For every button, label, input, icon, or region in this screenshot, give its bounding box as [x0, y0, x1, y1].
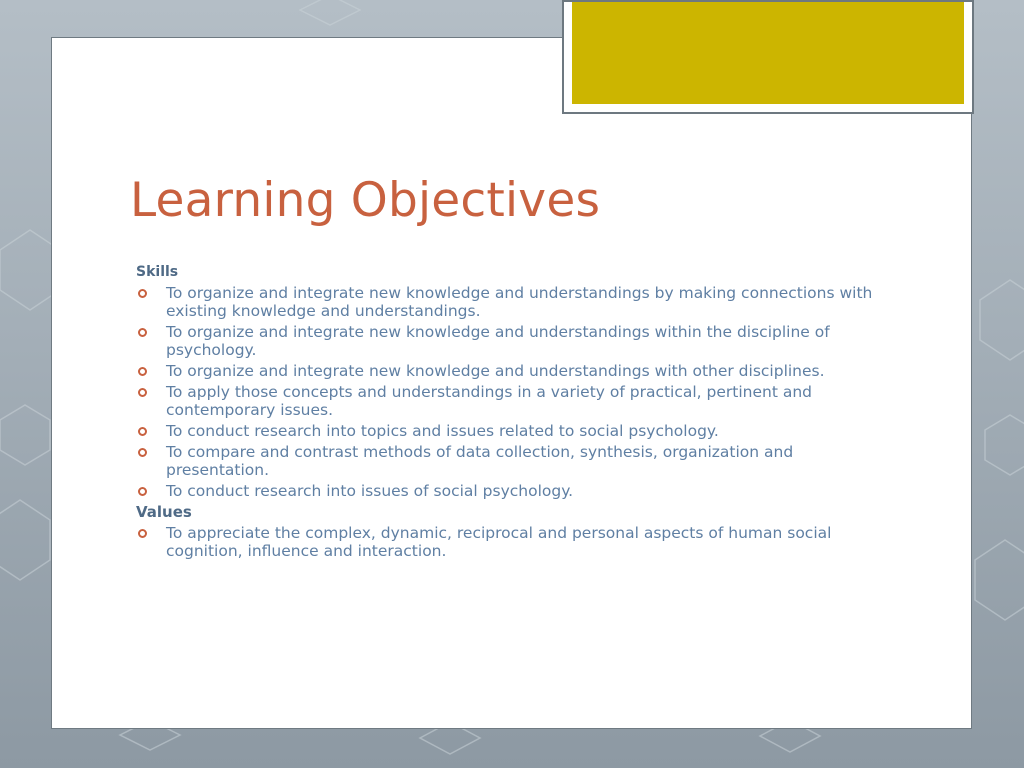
hollow-circle-bullet-icon — [138, 427, 147, 436]
slide-body — [136, 263, 876, 563]
hollow-circle-bullet-icon — [138, 289, 147, 298]
list-item-text: To organize and integrate new knowledge and understandings with other disciplines. — [166, 362, 825, 380]
list-item — [136, 422, 876, 440]
hollow-circle-bullet-icon — [138, 328, 147, 337]
list-item-text: To appreciate the complex, dynamic, reciprocal and personal aspects of human social cognition, influence and interaction. — [166, 524, 832, 560]
list-item — [136, 362, 876, 380]
list-item — [136, 482, 876, 500]
skills-heading: Skills — [136, 264, 179, 280]
list-item-text: To organize and integrate new knowledge and understandings by making connections with existing knowledge and understandings. — [166, 284, 873, 320]
list-item — [136, 383, 876, 419]
list-item-text: To compare and contrast methods of data collection, synthesis, organization and presentation. — [166, 443, 794, 479]
hollow-circle-bullet-icon — [138, 448, 147, 457]
accent-color-block — [572, 2, 964, 104]
list-item — [136, 524, 876, 560]
list-item — [136, 323, 876, 359]
hollow-circle-bullet-icon — [138, 388, 147, 397]
hollow-circle-bullet-icon — [138, 367, 147, 376]
list-item — [136, 443, 876, 479]
list-item — [136, 284, 876, 320]
hollow-circle-bullet-icon — [138, 487, 147, 496]
values-list — [136, 524, 876, 560]
list-item-text: To apply those concepts and understandings in a variety of practical, pertinent and contemporary issues. — [166, 383, 813, 419]
slide-title: Learning Objectives — [130, 173, 601, 228]
slide-canvas — [51, 37, 972, 729]
list-item-text: To conduct research into topics and issues related to social psychology. — [166, 422, 719, 440]
values-heading: Values — [136, 503, 192, 521]
accent-header-frame — [562, 0, 974, 114]
list-item-text: To conduct research into issues of social psychology. — [166, 482, 574, 500]
list-item-text: To organize and integrate new knowledge and understandings within the discipline of psychology. — [166, 323, 830, 359]
hollow-circle-bullet-icon — [138, 529, 147, 538]
skills-list — [136, 284, 876, 500]
